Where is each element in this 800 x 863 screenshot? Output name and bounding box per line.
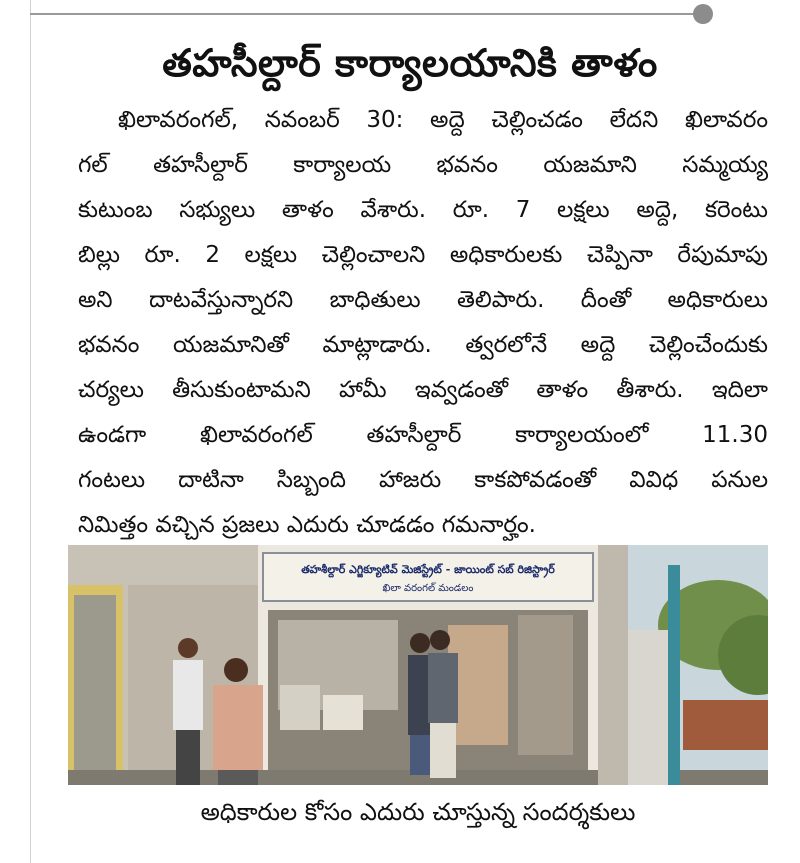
body-line: బిల్లు రూ. 2 లక్షలు చెల్లించాలని అధికారులకు చెప్పినా రేపుమాపు (78, 242, 768, 268)
top-rule (30, 13, 700, 15)
column-rule (30, 0, 31, 863)
news-photo (68, 545, 768, 785)
article-body (78, 98, 768, 548)
body-line: కుటుంబ సభ్యులు తాళం వేశారు. రూ. 7 లక్షలు అద్దె, కరెంటు (78, 197, 768, 223)
sign-line1: తహశీల్దార్ ఎగ్జిక్యూటివ్ మెజిస్ట్రేట్ - జాయింట్ సబ్ రిజిస్ట్రార్ (301, 563, 555, 576)
body-line: చర్యలు తీసుకుంటామని హామీ ఇవ్వడంతో తాళం తీశారు. ఇదిలా (78, 377, 768, 403)
body-line: ఖిలావరంగల్, నవంబర్ 30: అద్దె చెల్లించడం లేదని ఖిలావరం (118, 107, 768, 133)
body-line: ఉండగా ఖిలావరంగల్ తహసీల్దార్ కార్యాలయంలో 11.30 (78, 422, 768, 448)
photo-caption: అధికారుల కోసం ఎదురు చూస్తున్న సందర్శకులు (200, 798, 636, 826)
sign-line2: ఖిలా వరంగల్ మండలం (382, 583, 474, 594)
body-line: గంటలు దాటినా సిబ్బంది హాజరు కాకపోవడంతో వివిధ పనుల (78, 467, 768, 493)
body-line: భవనం యజమానితో మాట్లాడారు. త్వరలోనే అద్దె చెల్లించేందుకు (78, 332, 768, 358)
body-line: నిమిత్తం వచ్చిన ప్రజలు ఎదురు చూడడం గమనార్హం. (78, 512, 536, 538)
body-line: గల్ తహసీల్దార్ కార్యాలయ భవనం యజమాని సమ్మయ్య (78, 152, 768, 178)
body-line: అని దాటవేస్తున్నారని బాధితులు తెలిపారు. దీంతో అధికారులు (78, 287, 768, 313)
rule-end-dot (693, 4, 713, 24)
headline: తహసీల్దార్ కార్యాలయానికి తాళం (162, 41, 658, 85)
